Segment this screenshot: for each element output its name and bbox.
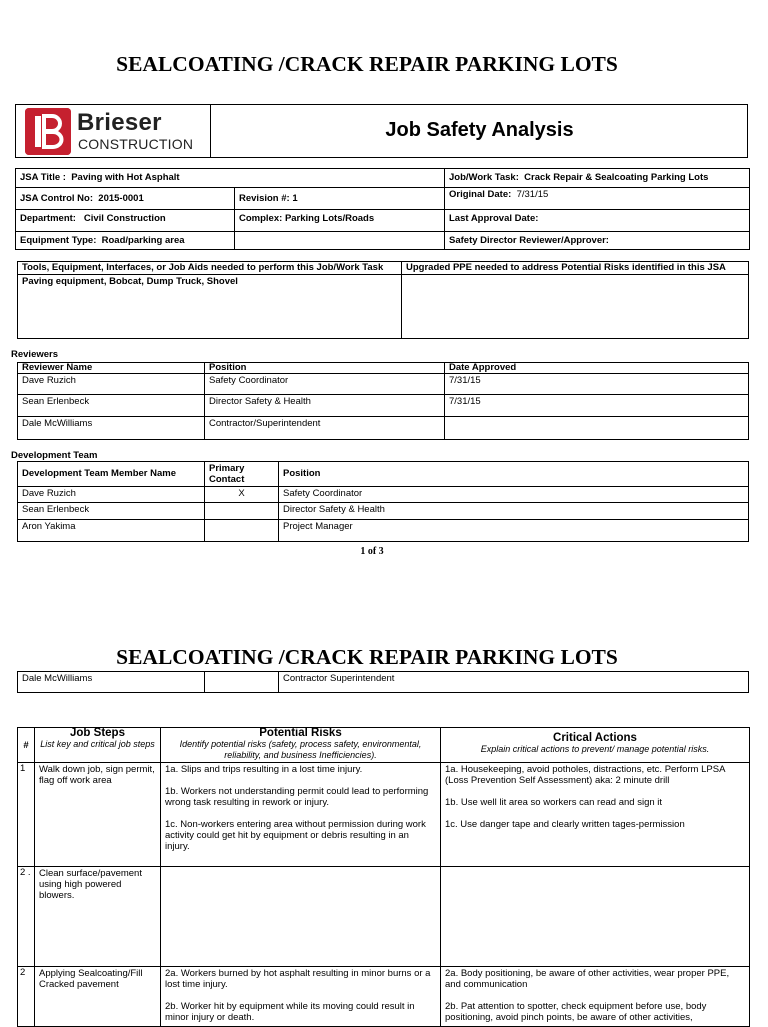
- reviewers-label: Reviewers: [11, 349, 59, 360]
- department-value: Civil Construction: [83, 213, 166, 224]
- tools-header: Tools, Equipment, Interfaces, or Job Aids needed to perform this Job/Work Task: [18, 262, 402, 275]
- reviewer-date: 7/31/15: [445, 395, 749, 417]
- job-steps-table: [17, 727, 750, 1027]
- step-text: Clean surface/pavement using high powered blowers.: [35, 867, 161, 967]
- reviewer-name: Dave Ruzich: [18, 374, 205, 395]
- step-actions: 1a. Housekeeping, avoid potholes, distractions, etc. Perform LPSA (Loss Prevention Self Assessment) aka: 2 minute drill 1b. Use well lit area so workers can read and sign it 1c. Use danger tape and clearly written tages-permission: [441, 763, 750, 867]
- dev-member-contact: X: [205, 487, 279, 503]
- dev-member-contact: [205, 503, 279, 520]
- last-approval-cell: Last Approval Date:: [445, 210, 750, 232]
- brieser-b-logo-icon: [25, 108, 71, 155]
- dev-member-contact: [205, 672, 279, 693]
- job-task-cell: Job/Work Task: Crack Repair & Sealcoating Parking Lots: [445, 169, 750, 188]
- department-cell: Department: Civil Construction: [16, 210, 235, 232]
- steps-header-risks: Potential Risks Identify potential risks (safety, process safety, environmental, reliability, and business Inefficiencies).: [161, 728, 441, 763]
- dev-team-table: [17, 461, 749, 542]
- dev-member-name: Aron Yakima: [18, 520, 205, 542]
- complex-value: Parking Lots/Roads: [284, 213, 375, 224]
- table-row: [18, 672, 749, 693]
- jsa-info-table: [15, 168, 750, 250]
- step-risks: 1a. Slips and trips resulting in a lost time injury. 1b. Workers not understanding permit could lead to performing wrong task resulting in rework or injury. 1c. Non-workers entering area without permission during work activity could get hit by equipment or debris resulting in an injury.: [161, 763, 441, 867]
- company-logo: [16, 105, 211, 157]
- dev-member-name: Dave Ruzich: [18, 487, 205, 503]
- table-row: [18, 520, 749, 542]
- table-row: [18, 487, 749, 503]
- control-no-value: 2015-0001: [98, 193, 144, 204]
- table-row: [18, 867, 750, 967]
- control-no-cell: JSA Control No: 2015-0001: [16, 188, 235, 210]
- dev-team-label: Development Team: [11, 450, 98, 461]
- reviewers-table: [17, 362, 749, 440]
- revision-value: 1: [292, 193, 298, 204]
- step-actions: [441, 867, 750, 967]
- ppe-value: [402, 275, 749, 339]
- steps-header-steps: Job Steps List key and critical job steps: [35, 728, 161, 763]
- step-risks: 2a. Workers burned by hot asphalt resulting in minor burns or a lost time injury. 2b. Worker hit by equipment while its moving could result in minor injury or death.: [161, 967, 441, 1027]
- table-row: [18, 417, 749, 440]
- table-row: [18, 503, 749, 520]
- dev-member-position: Project Manager: [279, 520, 749, 542]
- original-date-value: 7/31/15: [516, 189, 549, 200]
- logo-name: Brieser: [77, 109, 162, 136]
- dev-member-contact: [205, 520, 279, 542]
- reviewer-name: Sean Erlenbeck: [18, 395, 205, 417]
- complex-cell: Complex: Parking Lots/Roads: [235, 210, 445, 232]
- reviewer-position: Contractor/Superintendent: [205, 417, 445, 440]
- table-row: [18, 374, 749, 395]
- equipment-type-cell: Equipment Type: Road/parking area: [16, 232, 235, 250]
- page-title: SEALCOATING /CRACK REPAIR PARKING LOTS: [116, 52, 618, 76]
- step-num: 2: [18, 967, 35, 1027]
- dev-team-continued-table: [17, 671, 749, 693]
- equipment-type-value: Road/parking area: [101, 235, 185, 246]
- dev-header-name: Development Team Member Name: [18, 462, 205, 487]
- step-risks: [161, 867, 441, 967]
- step-num: 2 .: [18, 867, 35, 967]
- reviewers-header-date: Date Approved: [445, 363, 749, 374]
- step-num: 1: [18, 763, 35, 867]
- reviewer-name: Dale McWilliams: [18, 417, 205, 440]
- steps-header-actions: Critical Actions Explain critical actions to prevent/ manage potential risks.: [441, 728, 750, 763]
- revision-cell: Revision #: 1: [235, 188, 445, 210]
- page-title-2: SEALCOATING /CRACK REPAIR PARKING LOTS: [116, 645, 618, 669]
- reviewer-date: 7/31/15: [445, 374, 749, 395]
- dev-member-position: Contractor Superintendent: [279, 672, 749, 693]
- step-actions: 2a. Body positioning, be aware of other activities, wear proper PPE, and communication 2b. Pat attention to spotter, check equipment before use, body positioning, avoid pinch points, be aware of other activities,: [441, 967, 750, 1027]
- dev-member-name: Dale McWilliams: [18, 672, 205, 693]
- ppe-header: Upgraded PPE needed to address Potential Risks identified in this JSA: [402, 262, 749, 275]
- reviewer-position: Director Safety & Health: [205, 395, 445, 417]
- tools-value: Paving equipment, Bobcat, Dump Truck, Shovel: [18, 275, 402, 339]
- dev-header-position: Position: [279, 462, 749, 487]
- step-text: Walk down job, sign permit, flag off work area: [35, 763, 161, 867]
- original-date-cell: Original Date: 7/31/15: [445, 188, 750, 210]
- empty-cell: [235, 232, 445, 250]
- jsa-heading: Job Safety Analysis: [385, 119, 574, 141]
- dev-member-position: Safety Coordinator: [279, 487, 749, 503]
- reviewer-date: [445, 417, 749, 440]
- dev-member-name: Sean Erlenbeck: [18, 503, 205, 520]
- header-banner: [15, 104, 748, 158]
- reviewers-header-position: Position: [205, 363, 445, 374]
- step-text: Applying Sealcoating/Fill Cracked pavement: [35, 967, 161, 1027]
- dev-member-position: Director Safety & Health: [279, 503, 749, 520]
- table-row: [18, 763, 750, 867]
- reviewer-position: Safety Coordinator: [205, 374, 445, 395]
- logo-subtitle: CONSTRUCTION: [78, 136, 194, 152]
- table-row: [18, 395, 749, 417]
- job-task-value: Crack Repair & Sealcoating Parking Lots: [524, 172, 709, 183]
- safety-director-cell: Safety Director Reviewer/Approver:: [445, 232, 750, 250]
- dev-header-contact: Primary Contact: [205, 462, 279, 487]
- tools-ppe-table: [17, 261, 749, 339]
- jsa-title-value: Paving with Hot Asphalt: [71, 172, 180, 183]
- steps-header-num: #: [18, 728, 35, 763]
- page-number: 1 of 3: [360, 546, 384, 557]
- reviewers-header-name: Reviewer Name: [18, 363, 205, 374]
- table-row: [18, 967, 750, 1027]
- jsa-title-cell: JSA Title : Paving with Hot Asphalt: [16, 169, 445, 188]
